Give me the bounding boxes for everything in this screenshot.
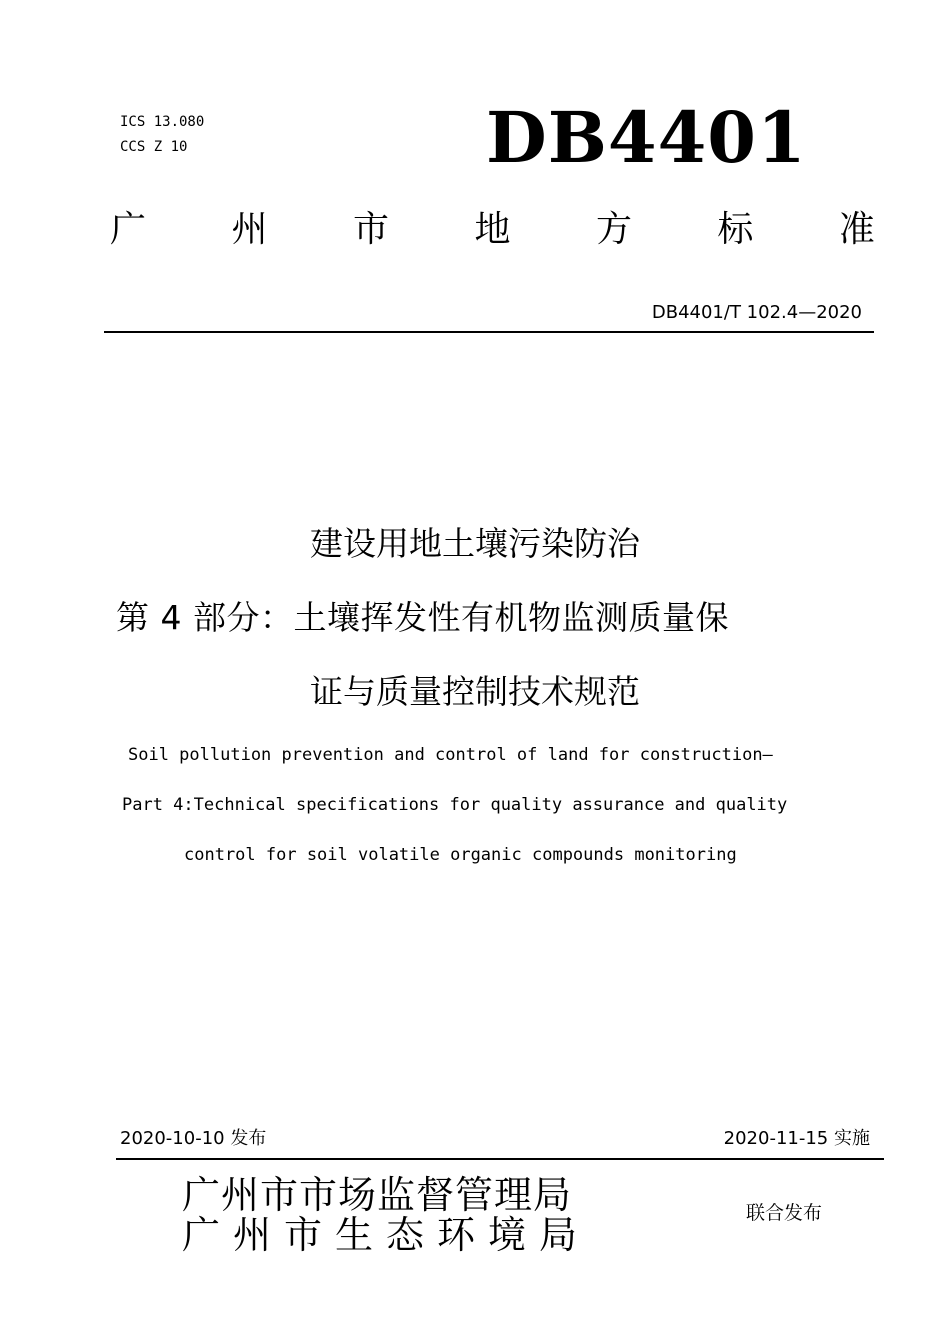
title-en-line-2: Part 4:Technical specifications for quality assurance and quality (122, 795, 788, 815)
standard-type-char: 方 (595, 209, 632, 250)
implementation-date: 2020-11-15 实施 (723, 1128, 870, 1149)
issue-date: 2020-10-10 发布 (120, 1128, 267, 1149)
classification-codes (120, 110, 204, 160)
footer-divider (116, 1158, 884, 1160)
standard-number: DB4401/T 102.4—2020 (651, 302, 862, 323)
issuer-market-regulation: 广州市市场监督管理局 (182, 1173, 573, 1217)
standard-code-logo: DB4401 (486, 96, 807, 179)
ics-code: ICS 13.080 (120, 114, 205, 130)
title-cn-line-2: 第 4 部分：土壤挥发性有机物监测质量保 (116, 598, 729, 637)
header-divider (104, 331, 874, 333)
title-en-line-3: control for soil volatile organic compounds monitoring (184, 845, 737, 865)
title-cn-line-3: 证与质量控制技术规范 (310, 672, 640, 711)
title-en-line-1: Soil pollution prevention and control of land for construction— (128, 745, 773, 765)
standard-type-char: 州 (231, 209, 268, 250)
issuer-ecology-environment: 广州市生态环境局 (182, 1213, 591, 1257)
standard-type-heading (110, 205, 875, 255)
standard-type-char: 准 (838, 209, 875, 250)
standard-type-char: 广 (110, 209, 147, 250)
title-cn-line-1: 建设用地土壤污染防治 (310, 524, 640, 563)
joint-issue-label: 联合发布 (746, 1202, 823, 1224)
standard-type-char: 地 (474, 209, 511, 250)
standard-type-char: 市 (352, 209, 389, 250)
standard-type-char: 标 (717, 209, 754, 250)
ccs-code: CCS Z 10 (120, 139, 188, 155)
